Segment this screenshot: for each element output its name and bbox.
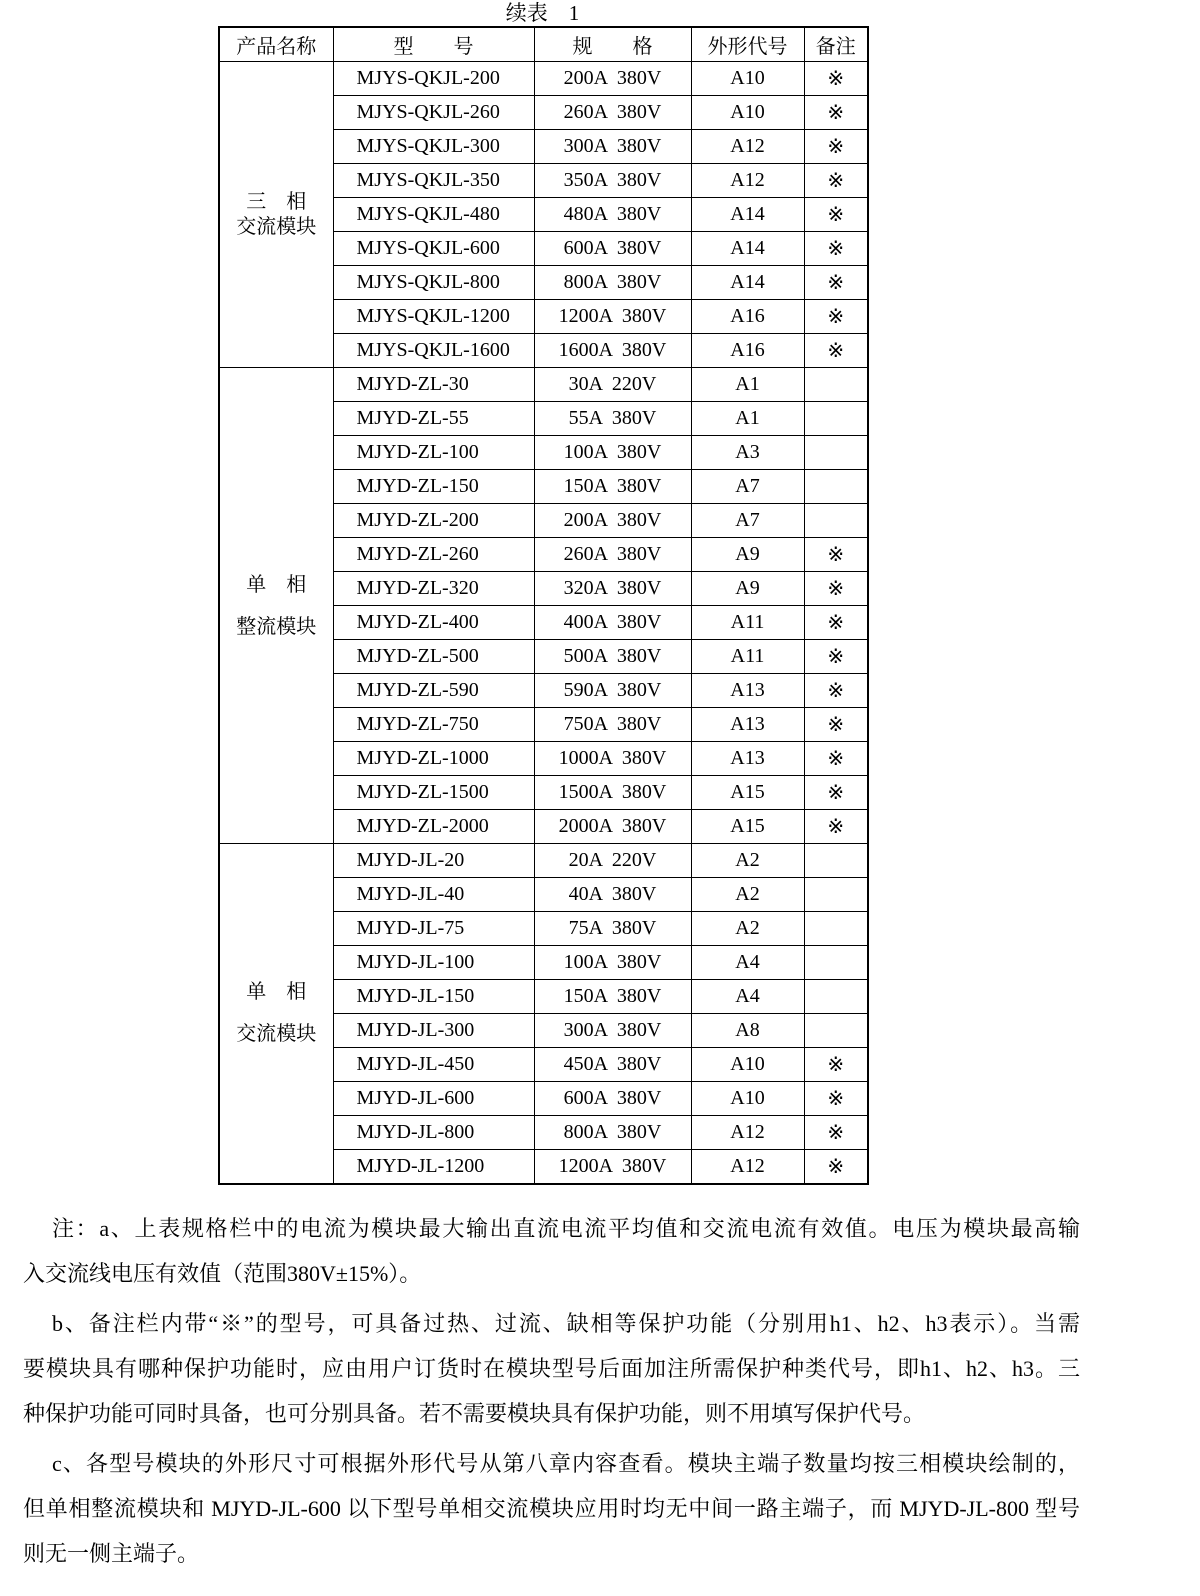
code-cell: A10 — [691, 1048, 804, 1082]
note-line: 种保护功能可同时具备，也可分别具备。若不需要模块具有保护功能，则不用填写保护代号。 — [23, 1401, 926, 1426]
model-cell: MJYD-JL-20 — [333, 844, 534, 878]
remark-cell: ※ — [804, 708, 868, 742]
spec-cell: 300A 380V — [534, 130, 691, 164]
remark-cell: ※ — [804, 1116, 868, 1150]
remark-cell: ※ — [804, 62, 868, 96]
code-cell: A1 — [691, 368, 804, 402]
table-row — [219, 844, 868, 878]
spec-cell: 1600A 380V — [534, 334, 691, 368]
code-cell: A2 — [691, 844, 804, 878]
product-group-name-line: 单 相 — [246, 981, 307, 1004]
model-cell: MJYD-JL-300 — [333, 1014, 534, 1048]
model-cell: MJYS-QKJL-350 — [333, 164, 534, 198]
code-cell: A7 — [691, 504, 804, 538]
column-header: 规 格 — [534, 27, 691, 62]
remark-cell — [804, 980, 868, 1014]
spec-cell: 800A 380V — [534, 1116, 691, 1150]
product-table — [218, 26, 869, 1185]
spec-cell: 450A 380V — [534, 1048, 691, 1082]
product-group-name-line: 三 相 — [246, 190, 307, 213]
spec-cell: 75A 380V — [534, 912, 691, 946]
model-cell: MJYD-ZL-200 — [333, 504, 534, 538]
product-group — [219, 62, 868, 368]
column-header: 外形代号 — [691, 27, 804, 62]
remark-cell — [804, 912, 868, 946]
remark-cell: ※ — [804, 164, 868, 198]
code-cell: A7 — [691, 470, 804, 504]
remark-cell: ※ — [804, 266, 868, 300]
remark-cell — [804, 504, 868, 538]
spec-cell: 600A 380V — [534, 232, 691, 266]
product-group-name — [219, 62, 333, 368]
spec-cell: 800A 380V — [534, 266, 691, 300]
model-cell: MJYD-ZL-150 — [333, 470, 534, 504]
code-cell: A14 — [691, 232, 804, 266]
model-cell: MJYS-QKJL-200 — [333, 62, 534, 96]
model-cell: MJYD-JL-450 — [333, 1048, 534, 1082]
code-cell: A4 — [691, 980, 804, 1014]
model-cell: MJYD-JL-600 — [333, 1082, 534, 1116]
remark-cell: ※ — [804, 572, 868, 606]
product-group — [219, 844, 868, 1184]
code-cell: A10 — [691, 62, 804, 96]
product-group-name-line: 单 相 — [246, 573, 307, 596]
note-line: 要模块具有哪种保护功能时，应由用户订货时在模块型号后面加注所需保护种类代号，即h1、h2、h3。三 — [23, 1356, 1080, 1381]
code-cell: A12 — [691, 1116, 804, 1150]
remark-cell: ※ — [804, 742, 868, 776]
code-cell: A9 — [691, 572, 804, 606]
model-cell: MJYD-ZL-1500 — [333, 776, 534, 810]
code-cell: A12 — [691, 130, 804, 164]
model-cell: MJYD-JL-1200 — [333, 1150, 534, 1184]
code-cell: A3 — [691, 436, 804, 470]
remark-cell — [804, 878, 868, 912]
code-cell: A16 — [691, 334, 804, 368]
note-line: c、各型号模块的外形尺寸可根据外形代号从第八章内容查看。模块主端子数量均按三相模块绘制的， — [52, 1451, 1080, 1476]
spec-cell: 20A 220V — [534, 844, 691, 878]
remark-cell: ※ — [804, 674, 868, 708]
note-line: 入交流线电压有效值（范围380V±15%）。 — [23, 1261, 422, 1286]
spec-cell: 260A 380V — [534, 538, 691, 572]
model-cell: MJYD-ZL-1000 — [333, 742, 534, 776]
product-group-name — [219, 844, 333, 1184]
table-row — [219, 62, 868, 96]
remark-cell: ※ — [804, 198, 868, 232]
code-cell: A14 — [691, 266, 804, 300]
code-cell: A2 — [691, 878, 804, 912]
spec-cell: 55A 380V — [534, 402, 691, 436]
model-cell: MJYD-ZL-30 — [333, 368, 534, 402]
remark-cell: ※ — [804, 606, 868, 640]
spec-cell: 400A 380V — [534, 606, 691, 640]
spec-cell: 150A 380V — [534, 980, 691, 1014]
spec-cell: 100A 380V — [534, 436, 691, 470]
remark-cell — [804, 402, 868, 436]
spec-cell: 590A 380V — [534, 674, 691, 708]
code-cell: A2 — [691, 912, 804, 946]
spec-cell: 260A 380V — [534, 96, 691, 130]
spec-cell: 1200A 380V — [534, 300, 691, 334]
spec-cell: 350A 380V — [534, 164, 691, 198]
model-cell: MJYS-QKJL-1600 — [333, 334, 534, 368]
model-cell: MJYD-JL-100 — [333, 946, 534, 980]
remark-cell: ※ — [804, 1082, 868, 1116]
remark-cell: ※ — [804, 300, 868, 334]
spec-cell: 200A 380V — [534, 504, 691, 538]
model-cell: MJYD-JL-800 — [333, 1116, 534, 1150]
note-line: 但单相整流模块和 MJYD-JL-600 以下型号单相交流模块应用时均无中间一路主端子，而 MJYD-JL-800 型号 — [23, 1496, 1080, 1521]
product-group-name-line: 整流模块 — [236, 615, 317, 638]
product-group-name-line: 交流模块 — [236, 1023, 317, 1046]
note-line: b、备注栏内带“※”的型号，可具备过热、过流、缺相等保护功能（分别用h1、h2、h3表示）。当需 — [52, 1311, 1080, 1336]
model-cell: MJYD-ZL-320 — [333, 572, 534, 606]
code-cell: A15 — [691, 810, 804, 844]
model-cell: MJYD-ZL-100 — [333, 436, 534, 470]
code-cell: A10 — [691, 1082, 804, 1116]
model-cell: MJYD-ZL-750 — [333, 708, 534, 742]
model-cell: MJYD-ZL-590 — [333, 674, 534, 708]
remark-cell — [804, 368, 868, 402]
code-cell: A12 — [691, 1150, 804, 1184]
model-cell: MJYS-QKJL-600 — [333, 232, 534, 266]
remark-cell: ※ — [804, 130, 868, 164]
code-cell: A1 — [691, 402, 804, 436]
remark-cell: ※ — [804, 640, 868, 674]
code-cell: A9 — [691, 538, 804, 572]
remark-cell: ※ — [804, 334, 868, 368]
remark-cell: ※ — [804, 538, 868, 572]
spec-cell: 750A 380V — [534, 708, 691, 742]
spec-cell: 320A 380V — [534, 572, 691, 606]
model-cell: MJYD-ZL-2000 — [333, 810, 534, 844]
spec-cell: 480A 380V — [534, 198, 691, 232]
table-title: 续表 1 — [505, 1, 580, 25]
column-header: 备注 — [804, 27, 868, 62]
remark-cell: ※ — [804, 232, 868, 266]
spec-cell: 500A 380V — [534, 640, 691, 674]
spec-cell: 1000A 380V — [534, 742, 691, 776]
code-cell: A13 — [691, 742, 804, 776]
spec-cell: 40A 380V — [534, 878, 691, 912]
model-cell: MJYD-ZL-260 — [333, 538, 534, 572]
remark-cell: ※ — [804, 1150, 868, 1184]
code-cell: A16 — [691, 300, 804, 334]
product-group — [219, 368, 868, 844]
code-cell: A11 — [691, 606, 804, 640]
model-cell: MJYD-ZL-500 — [333, 640, 534, 674]
spec-cell: 600A 380V — [534, 1082, 691, 1116]
note-line: 注：a、上表规格栏中的电流为模块最大输出直流电流平均值和交流电流有效值。电压为模块最高输 — [52, 1216, 1080, 1241]
spec-cell: 1200A 380V — [534, 1150, 691, 1184]
product-group-name-line: 交流模块 — [236, 215, 317, 238]
column-header: 型 号 — [333, 27, 534, 62]
code-cell: A13 — [691, 674, 804, 708]
column-header: 产品名称 — [219, 27, 333, 62]
spec-cell: 1500A 380V — [534, 776, 691, 810]
spec-cell: 2000A 380V — [534, 810, 691, 844]
remark-cell — [804, 470, 868, 504]
code-cell: A13 — [691, 708, 804, 742]
spec-cell: 100A 380V — [534, 946, 691, 980]
code-cell: A4 — [691, 946, 804, 980]
model-cell: MJYD-ZL-400 — [333, 606, 534, 640]
model-cell: MJYS-QKJL-300 — [333, 130, 534, 164]
model-cell: MJYD-JL-75 — [333, 912, 534, 946]
remark-cell — [804, 1014, 868, 1048]
notes — [23, 1206, 1080, 1576]
model-cell: MJYS-QKJL-480 — [333, 198, 534, 232]
model-cell: MJYS-QKJL-1200 — [333, 300, 534, 334]
model-cell: MJYD-JL-40 — [333, 878, 534, 912]
model-cell: MJYD-ZL-55 — [333, 402, 534, 436]
table-row — [219, 368, 868, 402]
spec-cell: 30A 220V — [534, 368, 691, 402]
code-cell: A11 — [691, 640, 804, 674]
remark-cell: ※ — [804, 1048, 868, 1082]
header-row — [219, 27, 868, 62]
model-cell: MJYD-JL-150 — [333, 980, 534, 1014]
spec-cell: 200A 380V — [534, 62, 691, 96]
remark-cell — [804, 436, 868, 470]
note-line: 则无一侧主端子。 — [23, 1541, 200, 1566]
code-cell: A14 — [691, 198, 804, 232]
remark-cell — [804, 844, 868, 878]
code-cell: A15 — [691, 776, 804, 810]
remark-cell: ※ — [804, 810, 868, 844]
remark-cell: ※ — [804, 96, 868, 130]
model-cell: MJYS-QKJL-800 — [333, 266, 534, 300]
remark-cell: ※ — [804, 776, 868, 810]
remark-cell — [804, 946, 868, 980]
model-cell: MJYS-QKJL-260 — [333, 96, 534, 130]
code-cell: A8 — [691, 1014, 804, 1048]
spec-cell: 300A 380V — [534, 1014, 691, 1048]
spec-cell: 150A 380V — [534, 470, 691, 504]
code-cell: A10 — [691, 96, 804, 130]
product-group-name — [219, 368, 333, 844]
code-cell: A12 — [691, 164, 804, 198]
